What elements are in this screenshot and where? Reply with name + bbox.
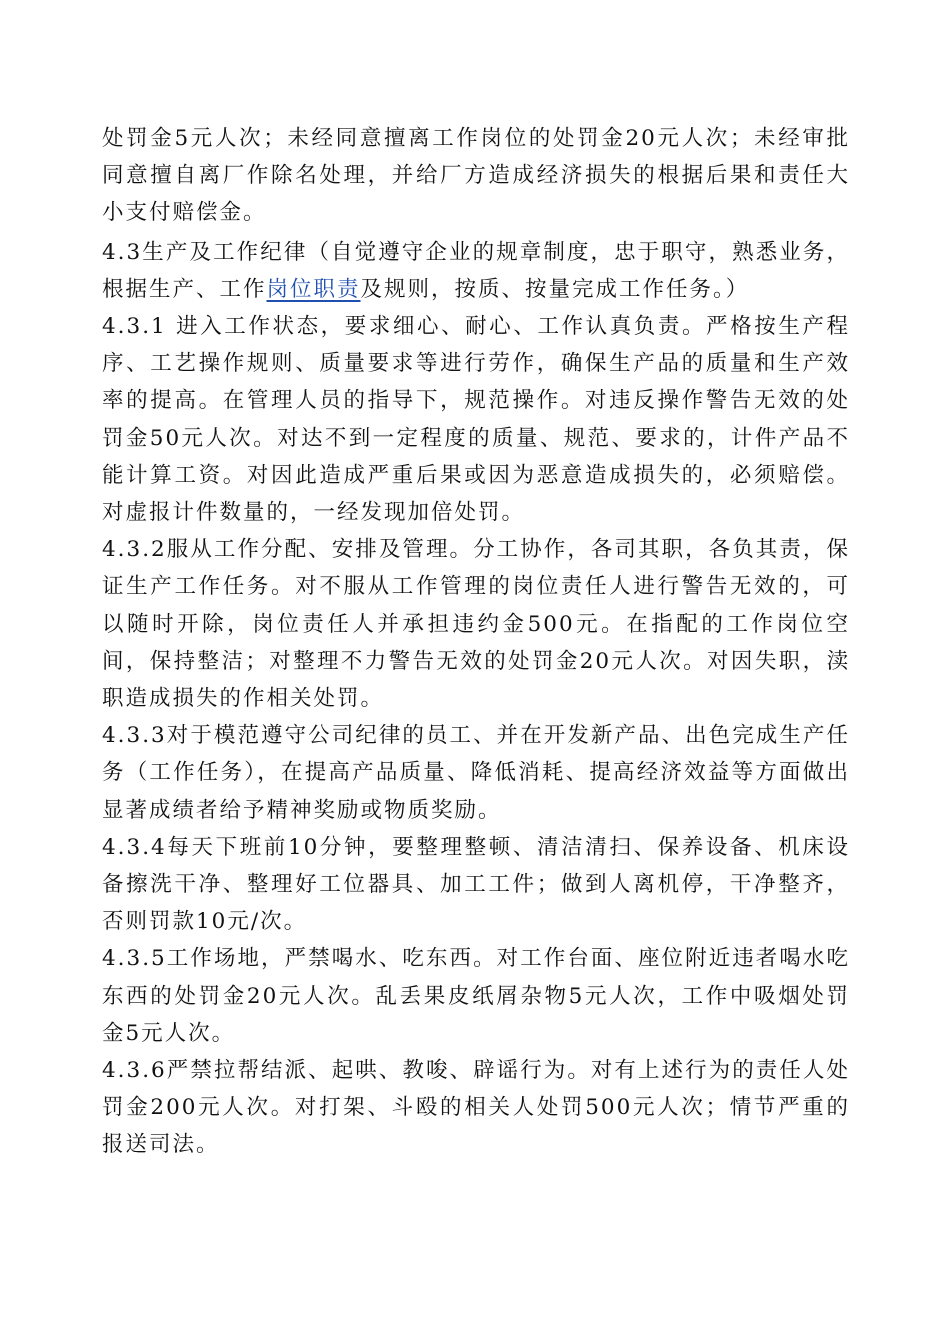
section-4-3-text-end: 及规则，按质、按量完成工作任务。） — [360, 276, 750, 302]
section-4-3-text-start: 4.3生产及工作纪律（自觉遵守企业的规章制度，忠于职守，熟悉业务，根据生产、工作 — [102, 239, 850, 302]
paragraph-section-4-3-2: 4.3.2服从工作分配、安排及管理。分工协作，各司其职，各负其责，保证生产工作任务。对不服从工作管理的岗位责任人进行警告无效的，可以随时开除，岗位责任人并承担违约金500元。在指配的工作岗位空间，保持整洁；对整理不力警告无效的处罚金20元人次。对因失职，渎职造成损失的作相关处罚。 — [102, 537, 850, 712]
paragraph-section-4-3-1: 4.3.1 进入工作状态，要求细心、耐心、工作认真负责。严格按生产程序、工艺操作规则、质量要求等进行劳作，确保生产品的质量和生产效率的提高。在管理人员的指导下，规范操作。对违反操作警告无效的处罚金50元人次。对达不到一定程度的质量、规范、要求的，计件产品不能计算工资。对因此造成严重后果或因为恶意造成损失的，必须赔偿。对虚报计件数量的，一经发现加倍处罚。 — [102, 314, 850, 526]
paragraph-section-4-3-6: 4.3.6严禁拉帮结派、起哄、教唆、辟谣行为。对有上述行为的责任人处罚金200元人次。对打架、斗殴的相关人处罚500元人次；情节严重的报送司法。 — [102, 1058, 850, 1158]
paragraph-section-4-3-4: 4.3.4每天下班前10分钟，要整理整顿、清洁清扫、保养设备、机床设备擦洗干净、整理好工位器具、加工工件；做到人离机停，干净整齐，否则罚款10元/次。 — [102, 834, 850, 935]
paragraph-section-4-3-5: 4.3.5工作场地，严禁喝水、吃东西。对工作台面、座位附近违者喝水吃东西的处罚金20元人次。乱丢果皮纸屑杂物5元人次，工作中吸烟处罚金5元人次。 — [102, 946, 850, 1046]
paragraph-penalty-continuation: 处罚金5元人次；未经同意擅离工作岗位的处罚金20元人次；未经审批同意擅自离厂作除名处理，并给厂方造成经济损失的根据后果和责任大小支付赔偿金。 — [102, 126, 850, 226]
job-duties-link[interactable]: 岗位职责 — [266, 276, 361, 302]
document-body — [102, 120, 850, 1164]
paragraph-section-4-3 — [102, 234, 850, 308]
paragraph-section-4-3-3: 4.3.3对于模范遵守公司纪律的员工、并在开发新产品、出色完成生产任务（工作任务），在提高产品质量、降低消耗、提高经济效益等方面做出显著成绩者给予精神奖励或物质奖励。 — [102, 723, 850, 823]
